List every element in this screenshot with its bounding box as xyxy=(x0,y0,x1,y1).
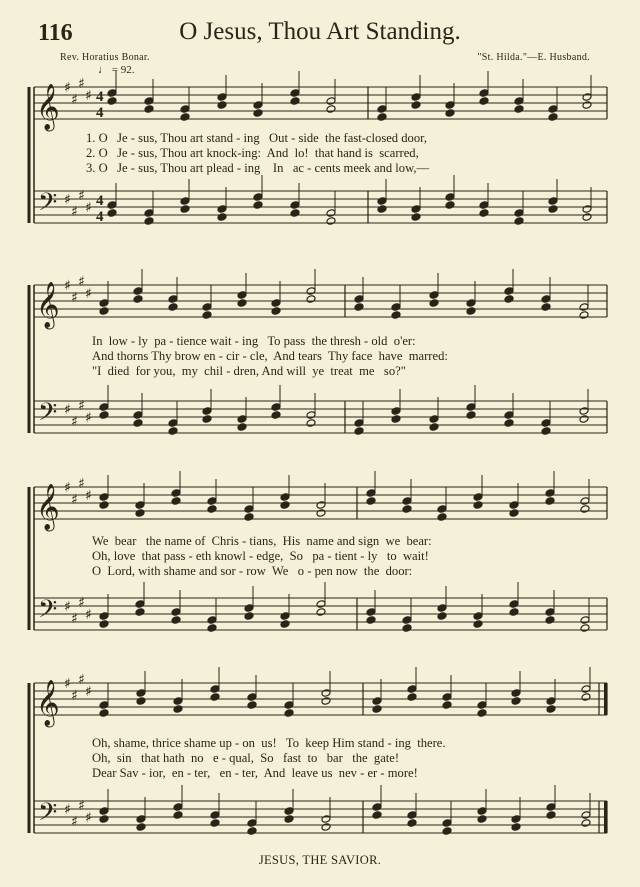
note-head xyxy=(546,705,556,714)
note-head xyxy=(442,819,452,828)
note-head xyxy=(306,287,316,296)
note-head xyxy=(210,819,220,828)
note-head xyxy=(210,685,220,694)
note-head xyxy=(99,709,109,718)
note-head xyxy=(581,819,591,828)
sharp-sign: ♯ xyxy=(85,200,92,216)
note-head xyxy=(217,93,227,102)
note-head xyxy=(429,291,439,300)
note-head xyxy=(306,419,316,428)
note-head xyxy=(280,493,290,502)
bass-clef-icon: 𝄢 xyxy=(38,798,58,833)
treble-clef-icon: 𝄞 xyxy=(36,84,60,130)
note-head xyxy=(372,705,382,714)
sharp-sign: ♯ xyxy=(64,80,71,96)
note-head xyxy=(326,209,336,218)
tune-credit: "St. Hilda."—E. Husband. xyxy=(477,52,590,63)
note-head xyxy=(202,303,212,312)
note-head xyxy=(391,407,401,416)
lyric-line-4-3: Dear Sav - ior, en - ter, en - ter, And leave us nev - er - more! xyxy=(92,766,418,780)
note-head xyxy=(316,608,326,617)
note-head xyxy=(402,616,412,625)
sharp-sign: ♯ xyxy=(64,599,71,615)
note-head xyxy=(99,501,109,510)
sharp-sign: ♯ xyxy=(71,92,78,108)
note-head xyxy=(541,427,551,436)
sharp-sign: ♯ xyxy=(71,414,78,430)
treble-clef-icon: 𝄞 xyxy=(36,484,60,530)
note-head xyxy=(326,97,336,106)
sharp-sign: ♯ xyxy=(85,286,92,302)
note-head xyxy=(545,489,555,498)
bass-clef-icon: 𝄢 xyxy=(38,188,58,223)
note-head xyxy=(541,419,551,428)
note-head xyxy=(144,217,154,226)
note-head xyxy=(107,201,117,210)
note-head xyxy=(99,403,109,412)
note-head xyxy=(99,493,109,502)
note-head xyxy=(207,624,217,633)
note-head xyxy=(445,109,455,118)
note-head xyxy=(366,616,376,625)
note-head xyxy=(545,497,555,506)
note-head xyxy=(580,616,590,625)
note-head xyxy=(180,113,190,122)
note-head xyxy=(247,693,257,702)
sharp-sign: ♯ xyxy=(71,290,78,306)
note-head xyxy=(511,689,521,698)
note-head xyxy=(580,624,590,633)
note-head xyxy=(579,407,589,416)
note-head xyxy=(173,803,183,812)
note-head xyxy=(509,600,519,609)
treble-clef-icon: 𝄞 xyxy=(36,680,60,726)
note-head xyxy=(316,600,326,609)
note-head xyxy=(99,307,109,316)
note-head xyxy=(107,209,117,218)
note-head xyxy=(99,701,109,710)
note-head xyxy=(442,827,452,836)
note-head xyxy=(548,105,558,114)
lyric-line-3-1: We bear the name of Chris - tians, His name and sign we bear: xyxy=(92,534,432,548)
note-head xyxy=(202,311,212,320)
sharp-sign: ♯ xyxy=(78,274,85,290)
note-head xyxy=(247,701,257,710)
note-head xyxy=(171,608,181,617)
note-head xyxy=(173,705,183,714)
lyric-line-4-2: Oh, sin that hath no e - qual, So fast to bar the gate! xyxy=(92,751,400,765)
note-head xyxy=(511,815,521,824)
note-head xyxy=(321,689,331,698)
note-head xyxy=(437,612,447,621)
note-head xyxy=(133,295,143,304)
time-signature: 4 xyxy=(96,89,104,105)
note-head xyxy=(541,295,551,304)
note-head xyxy=(377,113,387,122)
note-head xyxy=(466,299,476,308)
sharp-sign: ♯ xyxy=(71,492,78,508)
note-head xyxy=(136,689,146,698)
sharp-sign: ♯ xyxy=(64,402,71,418)
lyric-line-1-3: 3. O Je - sus, Thou art plead - ing In ac - cents meek and low,— xyxy=(86,161,430,175)
note-head xyxy=(582,101,592,110)
note-head xyxy=(253,109,263,118)
note-head xyxy=(391,415,401,424)
note-head xyxy=(445,101,455,110)
note-head xyxy=(377,105,387,114)
note-head xyxy=(168,303,178,312)
note-head xyxy=(473,620,483,629)
note-head xyxy=(402,497,412,506)
sharp-sign: ♯ xyxy=(64,278,71,294)
lyric-line-2-1: In low - ly pa - tience wait - ing To pass the thresh - old o'er: xyxy=(92,334,416,348)
note-head xyxy=(546,811,556,820)
sharp-sign: ♯ xyxy=(64,192,71,208)
note-head xyxy=(411,205,421,214)
note-head xyxy=(180,105,190,114)
note-head xyxy=(99,411,109,420)
note-head xyxy=(99,807,109,816)
note-head xyxy=(411,93,421,102)
note-head xyxy=(253,101,263,110)
note-head xyxy=(133,419,143,428)
note-head xyxy=(407,819,417,828)
note-head xyxy=(509,608,519,617)
note-head xyxy=(244,604,254,613)
note-head xyxy=(411,101,421,110)
note-head xyxy=(437,604,447,613)
note-head xyxy=(321,697,331,706)
note-head xyxy=(354,303,364,312)
note-head xyxy=(168,295,178,304)
note-head xyxy=(171,497,181,506)
treble-clef-icon: 𝄞 xyxy=(36,282,60,328)
note-head xyxy=(366,489,376,498)
sharp-sign: ♯ xyxy=(64,676,71,692)
note-head xyxy=(479,89,489,98)
note-head xyxy=(306,295,316,304)
note-head xyxy=(284,701,294,710)
note-head xyxy=(280,501,290,510)
note-head xyxy=(107,97,117,106)
note-head xyxy=(477,701,487,710)
note-head xyxy=(509,509,519,518)
note-head xyxy=(202,415,212,424)
note-head xyxy=(504,419,514,428)
note-head xyxy=(171,489,181,498)
note-head xyxy=(391,311,401,320)
note-head xyxy=(579,415,589,424)
note-head xyxy=(579,303,589,312)
note-head xyxy=(479,201,489,210)
note-head xyxy=(253,201,263,210)
note-head xyxy=(136,823,146,832)
note-head xyxy=(411,213,421,222)
note-head xyxy=(99,612,109,621)
note-head xyxy=(326,217,336,226)
note-head xyxy=(253,193,263,202)
note-head xyxy=(504,411,514,420)
note-head xyxy=(581,693,591,702)
sharp-sign: ♯ xyxy=(78,188,85,204)
lyric-line-2-2: And thorns Thy brow en - cir - cle, And tears Thy face have marred: xyxy=(92,349,448,363)
note-head xyxy=(144,105,154,114)
sharp-sign: ♯ xyxy=(71,611,78,627)
note-head xyxy=(217,205,227,214)
note-head xyxy=(442,701,452,710)
note-head xyxy=(244,513,254,522)
note-head xyxy=(171,616,181,625)
note-head xyxy=(366,608,376,617)
note-head xyxy=(429,299,439,308)
note-head xyxy=(99,299,109,308)
sharp-sign: ♯ xyxy=(78,672,85,688)
note-head xyxy=(354,427,364,436)
bass-clef-icon: 𝄢 xyxy=(38,398,58,433)
lyric-line-2-3: "I died for you, my chil - dren, And will ye treat me so?" xyxy=(92,364,406,378)
note-head xyxy=(445,193,455,202)
note-head xyxy=(473,493,483,502)
note-head xyxy=(133,287,143,296)
note-head xyxy=(582,213,592,222)
note-head xyxy=(429,415,439,424)
note-head xyxy=(466,307,476,316)
note-head xyxy=(504,295,514,304)
note-head xyxy=(290,209,300,218)
note-head xyxy=(135,600,145,609)
sharp-sign: ♯ xyxy=(71,814,78,830)
note-head xyxy=(514,97,524,106)
page-number: 116 xyxy=(38,20,73,46)
note-head xyxy=(144,97,154,106)
note-head xyxy=(180,197,190,206)
note-head xyxy=(207,616,217,625)
note-head xyxy=(581,811,591,820)
note-head xyxy=(247,827,257,836)
note-head xyxy=(280,612,290,621)
tempo-value: = 92. xyxy=(111,64,135,76)
note-head xyxy=(580,497,590,506)
note-head xyxy=(354,419,364,428)
note-head xyxy=(99,815,109,824)
note-head xyxy=(210,693,220,702)
final-bar xyxy=(604,801,608,833)
sharp-sign: ♯ xyxy=(85,810,92,826)
note-head xyxy=(133,411,143,420)
note-head xyxy=(290,97,300,106)
sharp-sign: ♯ xyxy=(85,684,92,700)
sharp-sign: ♯ xyxy=(78,76,85,92)
sharp-sign: ♯ xyxy=(85,88,92,104)
note-head xyxy=(168,419,178,428)
note-head xyxy=(429,423,439,432)
note-head xyxy=(180,205,190,214)
note-head xyxy=(437,505,447,514)
lyric-line-4-1: Oh, shame, thrice shame up - on us! To keep Him stand - ing there. xyxy=(92,736,446,750)
note-head xyxy=(581,685,591,694)
note-head xyxy=(173,811,183,820)
note-head xyxy=(144,209,154,218)
note-head xyxy=(284,709,294,718)
note-head xyxy=(377,205,387,214)
note-head xyxy=(504,287,514,296)
note-head xyxy=(271,411,281,420)
note-head xyxy=(477,807,487,816)
sharp-sign: ♯ xyxy=(78,595,85,611)
note-head xyxy=(284,807,294,816)
sharp-sign: ♯ xyxy=(85,410,92,426)
note-head xyxy=(580,505,590,514)
note-head xyxy=(247,819,257,828)
note-head xyxy=(354,295,364,304)
note-head xyxy=(306,411,316,420)
note-head xyxy=(402,505,412,514)
lyric-line-3-2: Oh, love that pass - eth knowl - edge, So pa - tient - ly to wait! xyxy=(92,549,429,563)
note-head xyxy=(548,197,558,206)
note-head xyxy=(217,213,227,222)
note-head xyxy=(407,685,417,694)
time-signature: 4 xyxy=(96,209,104,225)
note-head xyxy=(173,697,183,706)
note-head xyxy=(321,815,331,824)
note-head xyxy=(284,815,294,824)
note-head xyxy=(321,823,331,832)
sharp-sign: ♯ xyxy=(85,607,92,623)
note-head xyxy=(479,97,489,106)
note-head xyxy=(402,624,412,633)
note-head xyxy=(136,815,146,824)
note-head xyxy=(479,209,489,218)
note-head xyxy=(366,497,376,506)
note-head xyxy=(237,291,247,300)
note-head xyxy=(280,620,290,629)
note-head xyxy=(316,501,326,510)
note-head xyxy=(514,105,524,114)
note-head xyxy=(290,89,300,98)
note-head xyxy=(372,803,382,812)
sharp-sign: ♯ xyxy=(78,398,85,414)
time-signature: 4 xyxy=(96,105,104,121)
note-head xyxy=(136,697,146,706)
note-head xyxy=(546,803,556,812)
note-head xyxy=(473,612,483,621)
note-head xyxy=(237,415,247,424)
note-head xyxy=(372,697,382,706)
section-footer: JESUS, THE SAVIOR. xyxy=(258,853,382,867)
note-head xyxy=(437,513,447,522)
sharp-sign: ♯ xyxy=(78,476,85,492)
lyric-line-1-2: 2. O Je - sus, Thou art knock-ing: And lo! that hand is scarred, xyxy=(86,146,419,160)
note-head xyxy=(466,411,476,420)
note-head xyxy=(514,217,524,226)
note-head xyxy=(244,612,254,621)
time-signature: 4 xyxy=(96,193,104,209)
note-head xyxy=(579,311,589,320)
note-head xyxy=(217,101,227,110)
note-head xyxy=(582,205,592,214)
note-head xyxy=(541,303,551,312)
note-head xyxy=(509,501,519,510)
sharp-sign: ♯ xyxy=(71,204,78,220)
sharp-sign: ♯ xyxy=(85,488,92,504)
note-head xyxy=(477,709,487,718)
note-head xyxy=(377,197,387,206)
bass-clef-icon: 𝄢 xyxy=(38,595,58,630)
note-head xyxy=(207,505,217,514)
note-head xyxy=(210,811,220,820)
lyric-line-1-1: 1. O Je - sus, Thou art stand - ing Out - side the fast-closed door, xyxy=(86,131,427,145)
note-head xyxy=(99,620,109,629)
note-head xyxy=(326,105,336,114)
note-head xyxy=(466,403,476,412)
hymn-title: O Jesus, Thou Art Standing. xyxy=(179,18,461,45)
sharp-sign: ♯ xyxy=(64,802,71,818)
author-credit: Rev. Horatius Bonar. xyxy=(60,52,150,63)
note-head xyxy=(107,89,117,98)
note-head xyxy=(271,403,281,412)
note-head xyxy=(477,815,487,824)
tempo-marking: ♩ = 92. xyxy=(98,64,135,76)
sharp-sign: ♯ xyxy=(78,798,85,814)
note-head xyxy=(391,303,401,312)
note-head xyxy=(545,608,555,617)
note-head xyxy=(271,307,281,316)
note-head xyxy=(407,811,417,820)
note-head xyxy=(207,497,217,506)
note-head xyxy=(202,407,212,416)
note-head xyxy=(514,209,524,218)
note-head xyxy=(546,697,556,706)
note-head xyxy=(237,299,247,308)
note-head xyxy=(168,427,178,436)
note-head xyxy=(548,113,558,122)
lyric-line-3-3: O Lord, with shame and sor - row We o - pen now the door: xyxy=(92,564,413,578)
note-head xyxy=(548,205,558,214)
note-head xyxy=(511,697,521,706)
note-head xyxy=(135,509,145,518)
sharp-sign: ♯ xyxy=(64,480,71,496)
note-head xyxy=(135,608,145,617)
note-head xyxy=(473,501,483,510)
note-head xyxy=(407,693,417,702)
note-head xyxy=(442,693,452,702)
note-head xyxy=(244,505,254,514)
note-head xyxy=(582,93,592,102)
note-head xyxy=(237,423,247,432)
final-bar xyxy=(604,683,608,715)
note-head xyxy=(316,509,326,518)
note-head xyxy=(372,811,382,820)
note-head xyxy=(445,201,455,210)
note-head xyxy=(135,501,145,510)
note-head xyxy=(271,299,281,308)
sharp-sign: ♯ xyxy=(71,688,78,704)
note-head xyxy=(545,616,555,625)
note-head xyxy=(290,201,300,210)
note-head xyxy=(511,823,521,832)
